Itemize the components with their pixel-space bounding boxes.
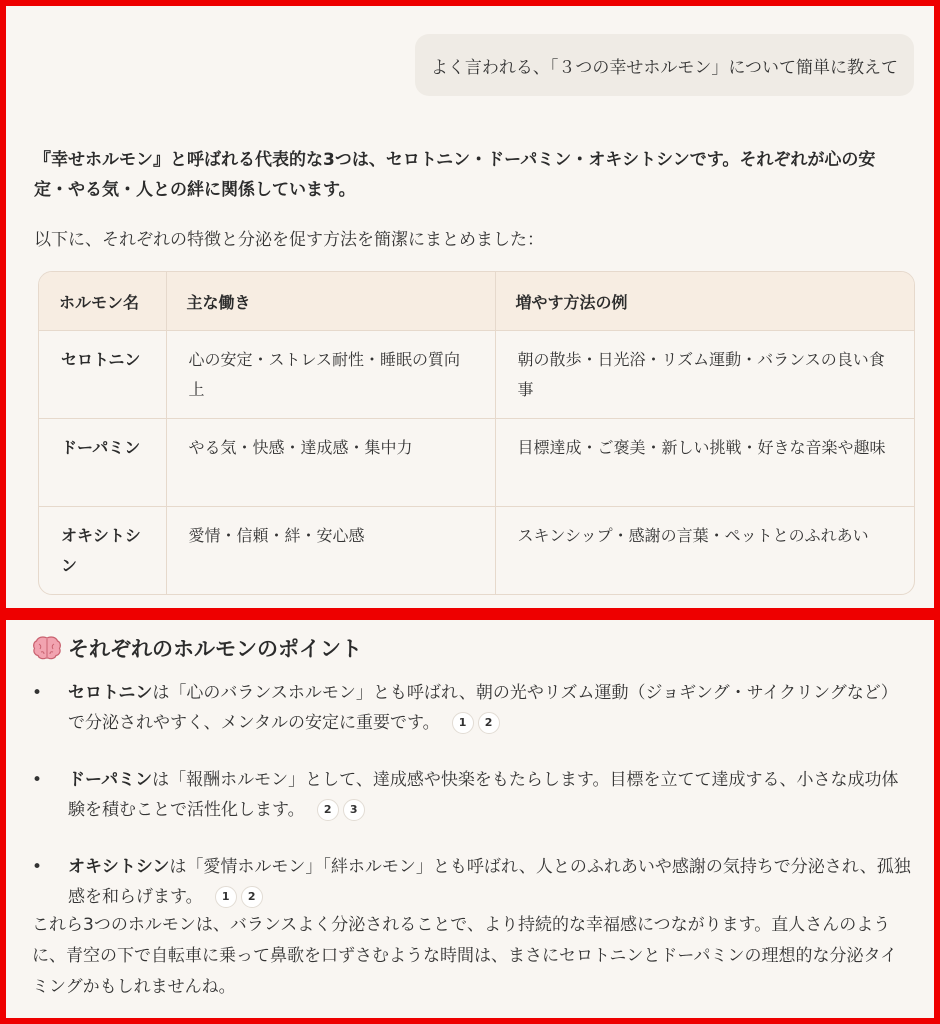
bullet-term: ドーパミン <box>68 770 153 790</box>
citation-badge[interactable]: 3 <box>343 799 365 821</box>
table-cell: セロトニン <box>39 331 166 419</box>
bullet-term: セロトニン <box>68 683 153 703</box>
bullet-text: は「心のバランスホルモン」とも呼ばれ、朝の光やリズム運動（ジョギング・サイクリングなど）で分泌されやすく、メンタルの安定に重要です。 <box>68 683 898 733</box>
citation-badge[interactable]: 1 <box>215 886 237 908</box>
highlight-box-bottom <box>0 614 940 1024</box>
user-message-text: よく言われる、「３つの幸せホルモン」について簡単に教えて <box>430 57 898 78</box>
table-cell: 愛情・信頼・絆・安心感 <box>166 507 495 595</box>
table-header: 増やす方法の例 <box>495 272 914 331</box>
bullet-dot: • <box>32 770 43 790</box>
answer-closing: これら3つのホルモンは、バランスよく分泌されることで、より持続的な幸福感につながります。直人さんのように、青空の下で自転車に乗って鼻歌を口ずさむような時間は、まさにセロトニンとドーパミンの理想的な分泌タイミングかもしれませんね。 <box>32 915 898 997</box>
citation-badge[interactable]: 2 <box>317 799 339 821</box>
bullet-dot: • <box>32 683 43 703</box>
answer-intro: 『幸せホルモン』と呼ばれる代表的な3つは、セロトニン・ドーパミン・オキシトシンです。それぞれが心の安定・やる気・人との絆に関係しています。 <box>34 150 876 200</box>
table-cell: 目標達成・ご褒美・新しい挑戦・好きな音楽や趣味 <box>495 419 914 507</box>
table-cell: 心の安定・ストレス耐性・睡眠の質向上 <box>166 331 495 419</box>
answer-subintro: 以下に、それぞれの特徴と分泌を促す方法を簡潔にまとめました： <box>34 230 544 250</box>
bullet-term: オキシトシン <box>68 857 170 877</box>
table-cell: ドーパミン <box>39 419 166 507</box>
table-cell: やる気・快感・達成感・集中力 <box>166 419 495 507</box>
citation-badge[interactable]: 1 <box>452 712 474 734</box>
table-cell: スキンシップ・感謝の言葉・ペットとのふれあい <box>517 526 869 545</box>
table-cell: 朝の散歩・日光浴・リズム運動・バランスの良い食事 <box>495 331 914 419</box>
bullet-dot: • <box>32 857 43 877</box>
section-title: それぞれのホルモンのポイント <box>68 637 362 661</box>
citation-badge[interactable]: 2 <box>241 886 263 908</box>
bullet-text: は「愛情ホルモン」「絆ホルモン」とも呼ばれ、人とのふれあいや感謝の気持ちで分泌され、孤独感を和らげます。 <box>68 857 911 907</box>
table-header: ホルモン名 <box>39 272 166 331</box>
citation-badge[interactable]: 2 <box>478 712 500 734</box>
bullet-text: は「報酬ホルモン」として、達成感や快楽をもたらします。目標を立てて達成する、小さな成功体験を積むことで活性化します。 <box>68 770 899 820</box>
table-header: 主な働き <box>166 272 495 331</box>
table-cell: オキシトシン <box>39 507 166 595</box>
